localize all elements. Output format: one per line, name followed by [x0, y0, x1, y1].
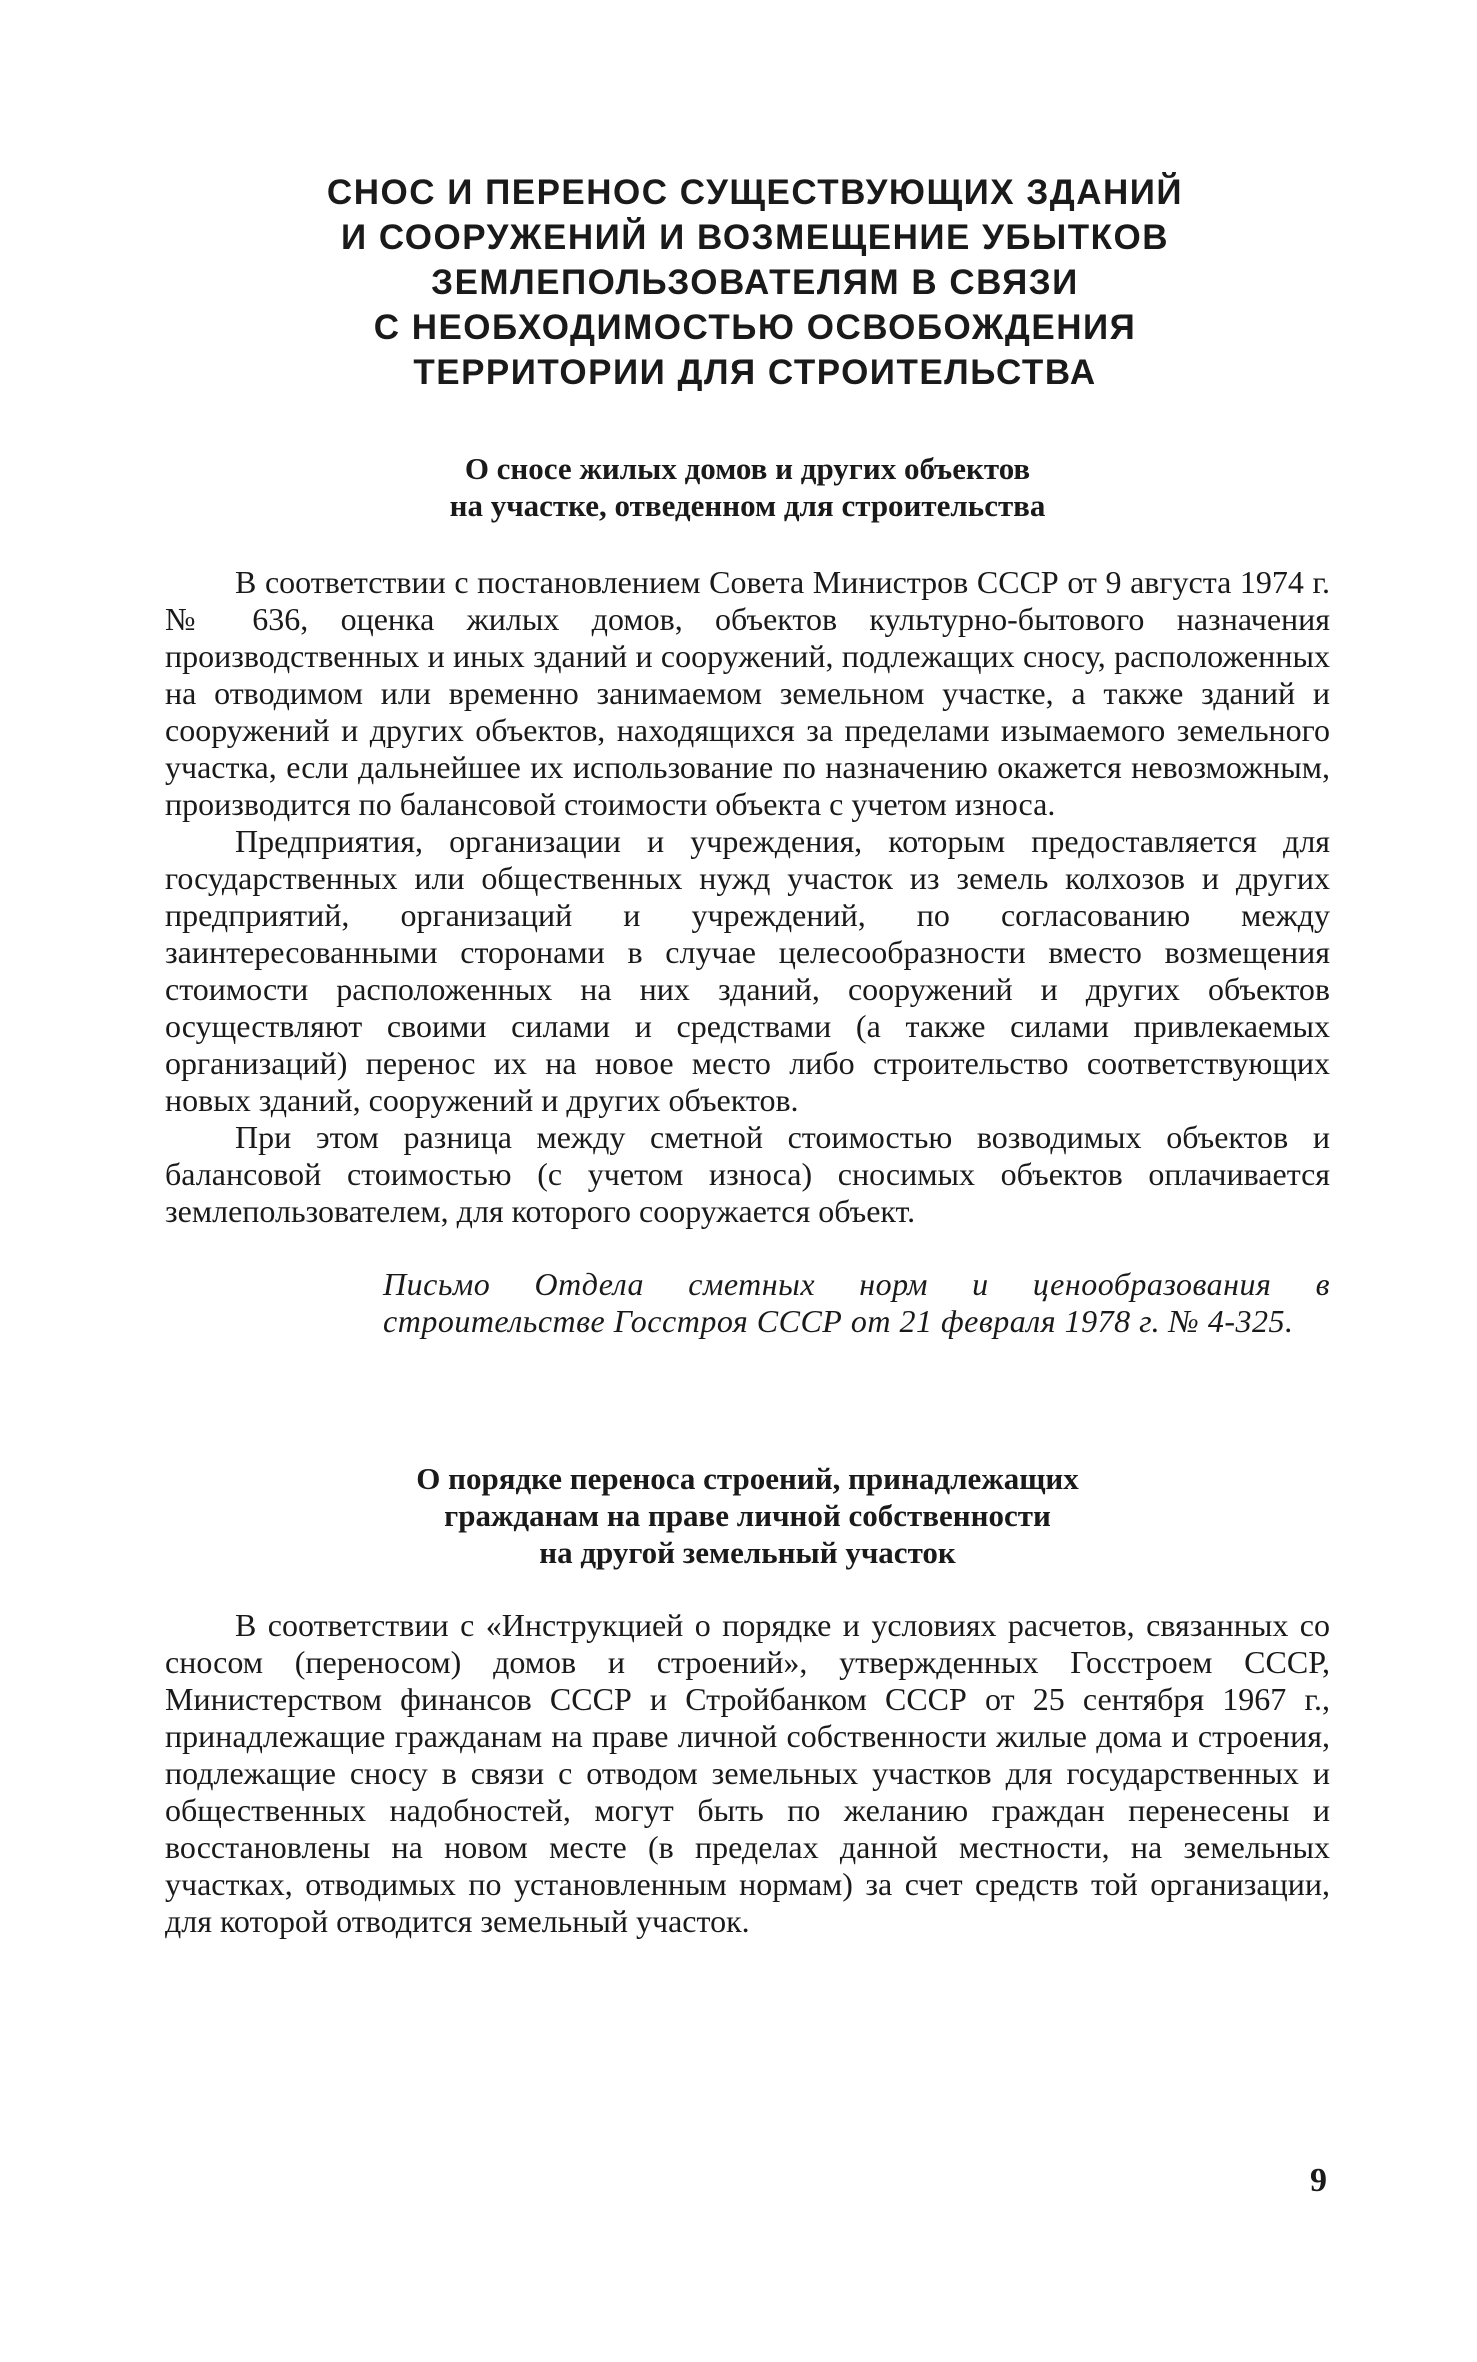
section-heading-line: на другой земельный участок: [539, 1535, 956, 1570]
main-title-line: СНОС И ПЕРЕНОС СУЩЕСТВУЮЩИХ ЗДАНИЙ: [326, 173, 1184, 212]
paragraph: Предприятия, организации и учреждения, которым предоставляется для государственных или общественных нужд участок из земель колхозов и других предприятий, организаций и учреждений, по согласованию между заинтересованными сторонами в случае целесообразности вместо возмещения стоимости расположенных на них зданий, сооружений и других объектов осуществляют своими силами и средствами (а также силами привлекаемых организаций) перенос их на новое место либо строительство соответствующих новых зданий, сооружений и других объектов.: [165, 823, 1330, 1118]
main-title-line: ЗЕМЛЕПОЛЬЗОВАТЕЛЯМ В СВЯЗИ: [431, 263, 1079, 302]
paragraph: При этом разница между сметной стоимостью возводимых объектов и балансовой стоимостью (с учетом износа) сносимых объектов оплачивается землепользователем, для которого сооружается объект.: [165, 1119, 1330, 1229]
document-page: [165, 170, 1330, 1940]
section-heading-line: О порядке переноса строений, принадлежащих: [416, 1461, 1079, 1496]
section-heading-line: О сносе жилых домов и других объектов: [464, 451, 1031, 486]
section-relocation: [165, 1460, 1330, 1940]
section-heading-line: гражданам на праве личной собственности: [444, 1498, 1051, 1533]
main-title-line: ТЕРРИТОРИИ ДЛЯ СТРОИТЕЛЬСТВА: [413, 353, 1097, 392]
section-demolition: [165, 450, 1330, 1340]
page-number: 9: [1310, 2162, 1327, 2199]
main-title-line: И СООРУЖЕНИЙ И ВОЗМЕЩЕНИЕ УБЫТКОВ: [340, 218, 1170, 257]
section-heading: [165, 450, 1330, 524]
section-heading-line: на участке, отведенном для строительства: [449, 488, 1046, 523]
main-title: [165, 170, 1330, 395]
section-heading: [165, 1460, 1330, 1571]
paragraph: В соответствии с постановлением Совета Министров СССР от 9 августа 1974 г. № 636, оценка жилых домов, объектов культурно-бытового назначения производственных и иных зданий и сооружений, подлежащих сносу, расположенных на отводимом или временно занимаемом земельном участке, а также зданий и сооружений и других объектов, находящихся за пределами изымаемого земельного участка, если дальнейшее их использование по назначению окажется невозможным, производится по балансовой стоимости объекта с учетом износа.: [165, 564, 1330, 822]
main-title-line: С НЕОБХОДИМОСТЬЮ ОСВОБОЖДЕНИЯ: [373, 308, 1137, 347]
citation: Письмо Отдела сметных норм и ценообразования в строительстве Госстроя СССР от 21 февраля 1978 г. № 4-325.: [383, 1266, 1330, 1339]
paragraph: В соответствии с «Инструкцией о порядке и условиях расчетов, связанных со сносом (переносом) домов и строений», утвержденных Госстроем СССР, Министерством финансов СССР и Стройбанком СССР от 25 сентября 1967 г., принадлежащие гражданам на праве личной собственности жилые дома и строения, подлежащие сносу в связи с отводом земельных участков для государственных и общественных надобностей, могут быть по желанию граждан перенесены и восстановлены на новом месте (в пределах данной местности, на земельных участках, отводимых по установленным нормам) за счет средств той организации, для которой отводится земельный участок.: [165, 1607, 1330, 1939]
